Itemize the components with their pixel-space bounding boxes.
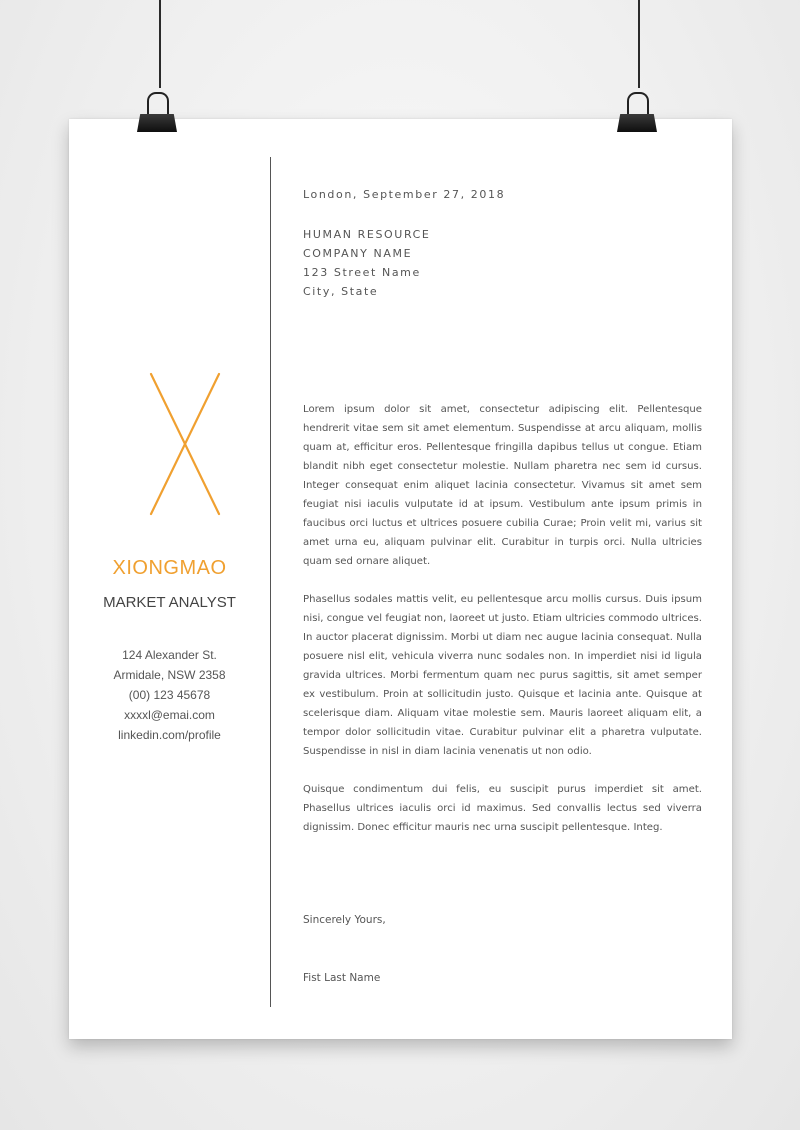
contact-street: 124 Alexander St. [122, 648, 217, 662]
letter-body [303, 400, 702, 856]
sender-name: XIONGMAO [112, 557, 227, 579]
body-paragraph: Phasellus sodales mattis velit, eu pellentesque arcu mollis cursus. Duis ipsum nisi, congue vel feugiat non, laoreet ut justo. Etiam ultricies commodo ultrices. In auctor placerat dignissim. Morbi ut diam nec augue lacinia consequat. Nulla posuere nisl elit, vehicula viverra nunc sodales non. In imperdiet nisi id ligula gravida ultrices. Morbi fermentum quam nec purus sagittis, sit amet semper ex vestibulum. Proin at sollicitudin justo. Quisque et lacinia ante. Quisque at scelerisque diam. Aliquam vitae molestie sem. Mauris laoreet aliquam elit, a tempor dolor sollicitudin vitae. Curabitur pulvinar elit a pharetra vulputate. Suspendisse in nisl in diam lacinia venenatis ut non odio. [303, 594, 702, 757]
contact-phone: (00) 123 45678 [128, 688, 211, 702]
hanging-wire-left [159, 0, 161, 88]
recipient-line: 123 Street Name [303, 266, 421, 279]
hanging-wire-right [638, 0, 640, 88]
body-paragraph: Quisque condimentum dui felis, eu suscipit purus imperdiet sit amet. Phasellus ultrices iaculis orci id maximus. Sed convallis lectus sed viverra dignissim. Donec efficitur mauris nec urna suscipit pellentesque. Integ. [303, 784, 702, 833]
contact-email: xxxxl@emai.com [124, 708, 215, 722]
recipient-line: COMPANY NAME [303, 247, 413, 260]
vertical-divider [270, 157, 271, 1007]
binder-clip-left [137, 92, 177, 134]
monogram-logo [147, 371, 223, 517]
letter-paper [69, 119, 732, 1039]
contact-city: Armidale, NSW 2358 [113, 668, 226, 682]
sender-contact [69, 645, 270, 745]
letter-signature: Fist Last Name [303, 972, 381, 984]
letter-date: London, September 27, 2018 [303, 188, 506, 201]
contact-linkedin: linkedin.com/profile [118, 728, 221, 742]
letter-closing: Sincerely Yours, [303, 914, 386, 926]
recipient-address [303, 225, 702, 301]
recipient-line: HUMAN RESOURCE [303, 228, 431, 241]
sender-title: MARKET ANALYST [103, 594, 236, 611]
binder-clip-right [617, 92, 657, 134]
body-paragraph: Lorem ipsum dolor sit amet, consectetur adipiscing elit. Pellentesque hendrerit vitae sem sit amet elementum. Suspendisse at arcu aliquam, mollis quam at, efficitur eros. Pellentesque fringilla dapibus tellus ut congue. Etiam blandit nibh eget consectetur molestie. Nullam pharetra nec sem id cursus. Integer consequat enim aliquet lacinia consectetur. Vivamus sit amet sem feugiat nisi iaculis vulputate id at ipsum. Vestibulum ante ipsum primis in faucibus orci luctus et ultrices posuere cubilia Curae; Proin velit mi, varius sit amet urna eu, aliquam pulvinar elit. Curabitur in turpis orci. Nulla ultricies quam sed ornare aliquet. [303, 404, 702, 567]
recipient-line: City, State [303, 285, 379, 298]
